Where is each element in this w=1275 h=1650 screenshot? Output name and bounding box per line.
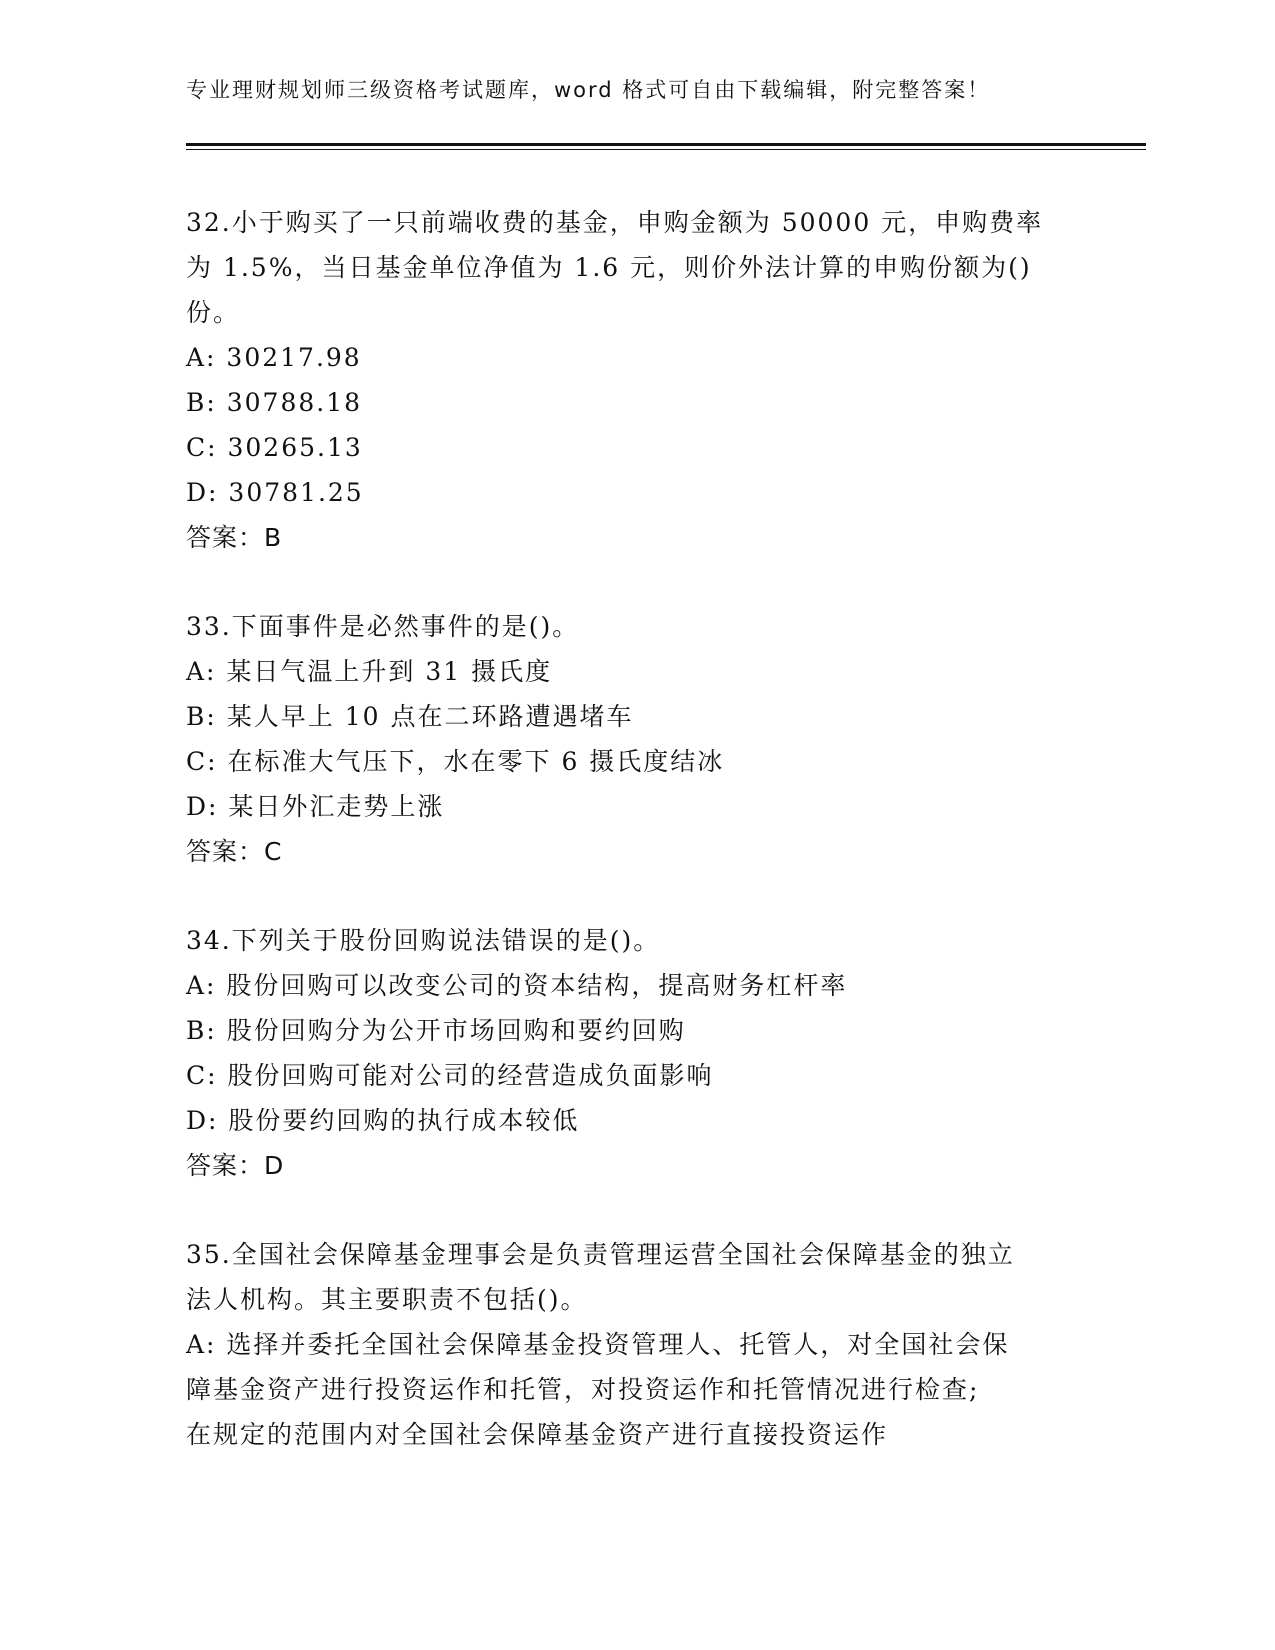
answer-key: 答案：D xyxy=(186,1151,285,1180)
option-a-line: A: 选择并委托全国社会保障基金投资管理人、托管人，对全国社会保 xyxy=(186,1330,1010,1359)
option-d: D: 某日外汇走势上涨 xyxy=(186,792,445,821)
question-stem-line: 35.全国社会保障基金理事会是负责管理运营全国社会保障基金的独立 xyxy=(186,1240,1015,1269)
option-a: A: 某日气温上升到 31 摄氏度 xyxy=(186,657,553,686)
option-a: A: 30217.98 xyxy=(186,343,362,372)
option-c: C: 股份回购可能对公司的经营造成负面影响 xyxy=(186,1061,714,1090)
question-stem-line: 33.下面事件是必然事件的是()。 xyxy=(186,612,580,641)
question-stem-line: 法人机构。其主要职责不包括()。 xyxy=(186,1285,588,1314)
question-32 xyxy=(186,200,1086,560)
option-d: D: 30781.25 xyxy=(186,478,364,507)
option-b: B: 30788.18 xyxy=(186,388,363,417)
option-d: D: 股份要约回购的执行成本较低 xyxy=(186,1106,580,1135)
question-list xyxy=(186,200,1086,1501)
answer-key: 答案：B xyxy=(186,523,283,552)
option-b: B: 某人早上 10 点在二环路遭遇堵车 xyxy=(186,702,634,731)
option-c: C: 在标准大气压下，水在零下 6 摄氏度结冰 xyxy=(186,747,725,776)
answer-key: 答案：C xyxy=(186,837,283,866)
question-34 xyxy=(186,918,1086,1188)
question-35 xyxy=(186,1232,1086,1457)
question-stem-line: 为 1.5%，当日基金单位净值为 1.6 元，则价外法计算的申购份额为() xyxy=(186,253,1032,282)
option-a-line: 在规定的范围内对全国社会保障基金资产进行直接投资运作 xyxy=(186,1420,889,1449)
option-c: C: 30265.13 xyxy=(186,433,363,462)
option-b: B: 股份回购分为公开市场回购和要约回购 xyxy=(186,1016,686,1045)
question-33 xyxy=(186,604,1086,874)
header-rule-thick xyxy=(186,143,1146,146)
option-a-line: 障基金资产进行投资运作和托管，对投资运作和托管情况进行检查; xyxy=(186,1375,980,1404)
page-header: 专业理财规划师三级资格考试题库，word 格式可自由下载编辑，附完整答案！ xyxy=(186,78,991,102)
question-stem-line: 32.小于购买了一只前端收费的基金，申购金额为 50000 元，申购费率 xyxy=(186,208,1044,237)
question-stem-line: 34.下列关于股份回购说法错误的是()。 xyxy=(186,926,661,955)
header-rule-thin xyxy=(186,149,1146,150)
question-stem-line: 份。 xyxy=(186,298,241,327)
option-a: A: 股份回购可以改变公司的资本结构，提高财务杠杆率 xyxy=(186,971,848,1000)
